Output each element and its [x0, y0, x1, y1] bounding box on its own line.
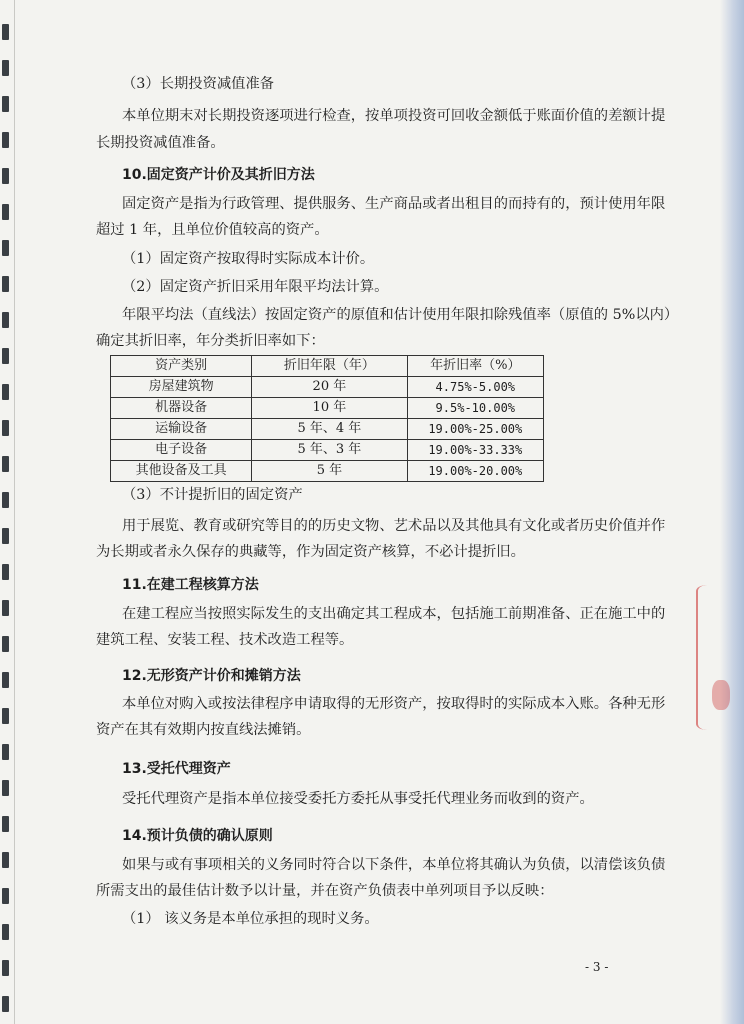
section-heading: 10.固定资产计价及其折旧方法	[122, 167, 315, 183]
text-line: 用于展览、教育或研究等目的的历史文物、艺术品以及其他具有文化或者历史价值并作	[122, 518, 666, 534]
table-row	[111, 461, 544, 482]
table-header-row	[111, 356, 544, 377]
binder-strip	[0, 0, 18, 1024]
table-cell: 19.00%-25.00%	[407, 419, 543, 440]
table-cell: 20 年	[252, 377, 407, 398]
depreciation-rate-table	[110, 355, 544, 482]
section-heading: 13.受托代理资产	[122, 761, 231, 777]
table-cell: 19.00%-20.00%	[407, 461, 543, 482]
text-line: （2）固定资产折旧采用年限平均法计算。	[122, 279, 389, 295]
table-row	[111, 440, 544, 461]
table-cell: 5 年	[252, 461, 407, 482]
text-line: 本单位对购入或按法律程序申请取得的无形资产，按取得时的实际成本入账。各种无形	[122, 696, 666, 712]
text-line: 所需支出的最佳估计数予以计量，并在资产负债表中单列项目予以反映：	[96, 883, 554, 899]
table-cell: 运输设备	[111, 419, 252, 440]
table-cell: 5 年、4 年	[252, 419, 407, 440]
table-row	[111, 398, 544, 419]
text-line: 固定资产是指为行政管理、提供服务、生产商品或者出租目的而持有的，预计使用年限	[122, 196, 666, 212]
table-header-cell: 折旧年限（年）	[252, 356, 407, 377]
text-line: 为长期或者永久保存的典藏等，作为固定资产核算，不必计提折旧。	[96, 544, 525, 560]
table-cell: 9.5%-10.00%	[407, 398, 543, 419]
text-line: （1）固定资产按取得时实际成本计价。	[122, 251, 375, 267]
table-cell: 5 年、3 年	[252, 440, 407, 461]
table-cell: 其他设备及工具	[111, 461, 252, 482]
table-cell: 19.00%-33.33%	[407, 440, 543, 461]
table-cell: 4.75%-5.00%	[407, 377, 543, 398]
text-line: （1） 该义务是本单位承担的现时义务。	[122, 911, 379, 927]
page-edge-shadow	[720, 0, 744, 1024]
table-cell: 10 年	[252, 398, 407, 419]
table-row	[111, 419, 544, 440]
text-line: 在建工程应当按照实际发生的支出确定其工程成本，包括施工前期准备、正在施工中的	[122, 606, 666, 622]
binder-fold-line	[14, 0, 15, 1024]
text-line: （3）不计提折旧的固定资产	[122, 487, 303, 503]
table-row	[111, 377, 544, 398]
table-cell: 房屋建筑物	[111, 377, 252, 398]
section-heading: 11.在建工程核算方法	[122, 577, 259, 593]
table-header-cell: 年折旧率（%）	[407, 356, 543, 377]
section-heading: 14.预计负债的确认原则	[122, 828, 273, 844]
text-line: 受托代理资产是指本单位接受委托方委托从事受托代理业务而收到的资产。	[122, 791, 594, 807]
text-line: 建筑工程、安装工程、技术改造工程等。	[96, 632, 354, 648]
text-line: 如果与或有事项相关的义务同时符合以下条件，本单位将其确认为负债，以清偿该负债	[122, 857, 666, 873]
table-cell: 电子设备	[111, 440, 252, 461]
text-line: （3）长期投资减值准备	[122, 76, 275, 92]
text-line: 超过 1 年，且单位价值较高的资产。	[96, 222, 329, 238]
text-line: 年限平均法（直线法）按固定资产的原值和估计使用年限扣除残值率（原值的 5%以内）	[122, 307, 679, 323]
text-line: 本单位期末对长期投资逐项进行检查，按单项投资可回收金额低于账面价值的差额计提	[122, 108, 666, 124]
section-heading: 12.无形资产计价和摊销方法	[122, 668, 301, 684]
text-line: 确定其折旧率，年分类折旧率如下：	[96, 333, 325, 349]
red-seal-blot	[712, 680, 730, 710]
table-header-cell: 资产类别	[111, 356, 252, 377]
text-line: 长期投资减值准备。	[96, 135, 225, 151]
table-cell: 机器设备	[111, 398, 252, 419]
page-number: - 3 -	[585, 960, 609, 974]
text-line: 资产在其有效期内按直线法摊销。	[96, 722, 311, 738]
